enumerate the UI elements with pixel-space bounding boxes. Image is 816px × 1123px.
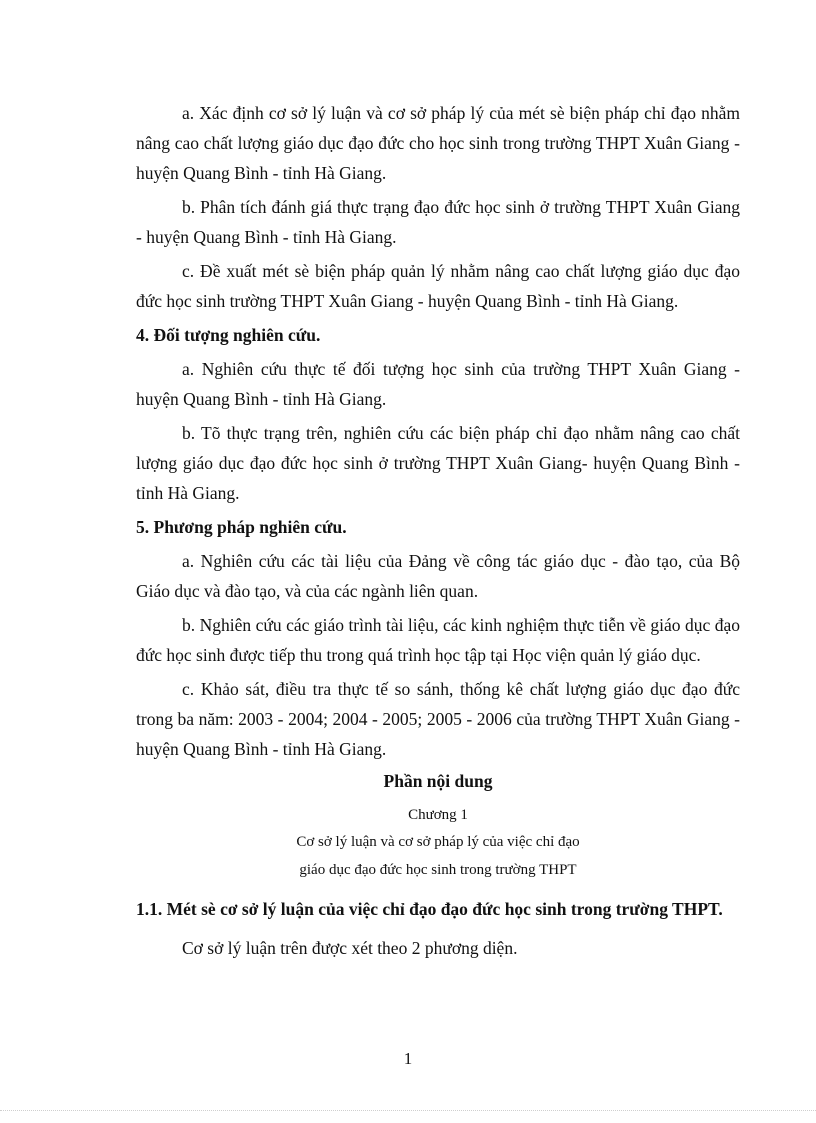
part-title: Phần nội dung — [383, 771, 493, 791]
section-4-paragraph-a: a. Nghiên cứu thực tế đối tượng học sinh của trường THPT Xuân Giang - huyện Quang Bình - tỉnh Hà Giang. — [136, 359, 740, 409]
page-number: 1 — [403, 1049, 413, 1068]
chapter-label: Chương 1 — [408, 807, 468, 823]
section-4-paragraph-b: b. Tõ thực trạng trên, nghiên cứu các biện pháp chỉ đạo nhằm nâng cao chất lượng giáo dục đạo đức học sinh ở trường THPT Xuân Giang- huyện Quang Bình - tỉnh Hà Giang. — [136, 423, 740, 503]
section-4-heading: 4. Đối tượng nghiên cứu. — [136, 325, 321, 345]
section-5-heading: 5. Phương pháp nghiên cứu. — [136, 517, 347, 537]
page-bottom-divider — [0, 1110, 816, 1111]
objective-paragraph-c: c. Đề xuất mét sè biện pháp quản lý nhằm nâng cao chất lượng giáo dục đạo đức học sinh trường THPT Xuân Giang - huyện Quang Bình - tỉnh Hà Giang. — [136, 261, 740, 311]
section-1-1-heading: 1.1. Mét sè cơ sở lý luận của việc chỉ đạo đạo đức học sinh trong trường THPT. — [136, 899, 723, 919]
chapter-description-line-2: giáo dục đạo đức học sinh trong trường THPT — [299, 862, 577, 878]
section-5-paragraph-b: b. Nghiên cứu các giáo trình tài liệu, các kinh nghiệm thực tiễn về giáo dục đạo đức học sinh được tiếp thu trong quá trình học tập tại Học viện quản lý giáo dục. — [136, 615, 740, 665]
chapter-description-line-1: Cơ sở lý luận và cơ sở pháp lý của việc chỉ đạo — [296, 834, 580, 850]
objective-paragraph-b: b. Phân tích đánh giá thực trạng đạo đức học sinh ở trường THPT Xuân Giang - huyện Quang Bình - tỉnh Hà Giang. — [136, 197, 740, 247]
section-5-paragraph-c: c. Khảo sát, điều tra thực tế so sánh, thống kê chất lượng giáo dục đạo đức trong ba năm: 2003 - 2004; 2004 - 2005; 2005 - 2006 của trường THPT Xuân Giang - huyện Quang Bình - tỉnh Hà Giang. — [136, 679, 740, 759]
objective-paragraph-a: a. Xác định cơ sở lý luận và cơ sở pháp lý của mét sè biện pháp chỉ đạo nhằm nâng cao chất lượng giáo dục đạo đức cho học sinh trong trường THPT Xuân Giang - huyện Quang Bình - tỉnh Hà Giang. — [136, 103, 740, 183]
document-body — [136, 98, 740, 967]
section-5-paragraph-a: a. Nghiên cứu các tài liệu của Đảng về công tác giáo dục - đào tạo, của Bộ Giáo dục và đào tạo, và của các ngành liên quan. — [136, 551, 740, 601]
section-1-1-intro: Cơ sở lý luận trên được xét theo 2 phương diện. — [182, 938, 518, 958]
chapter-description — [136, 828, 740, 884]
